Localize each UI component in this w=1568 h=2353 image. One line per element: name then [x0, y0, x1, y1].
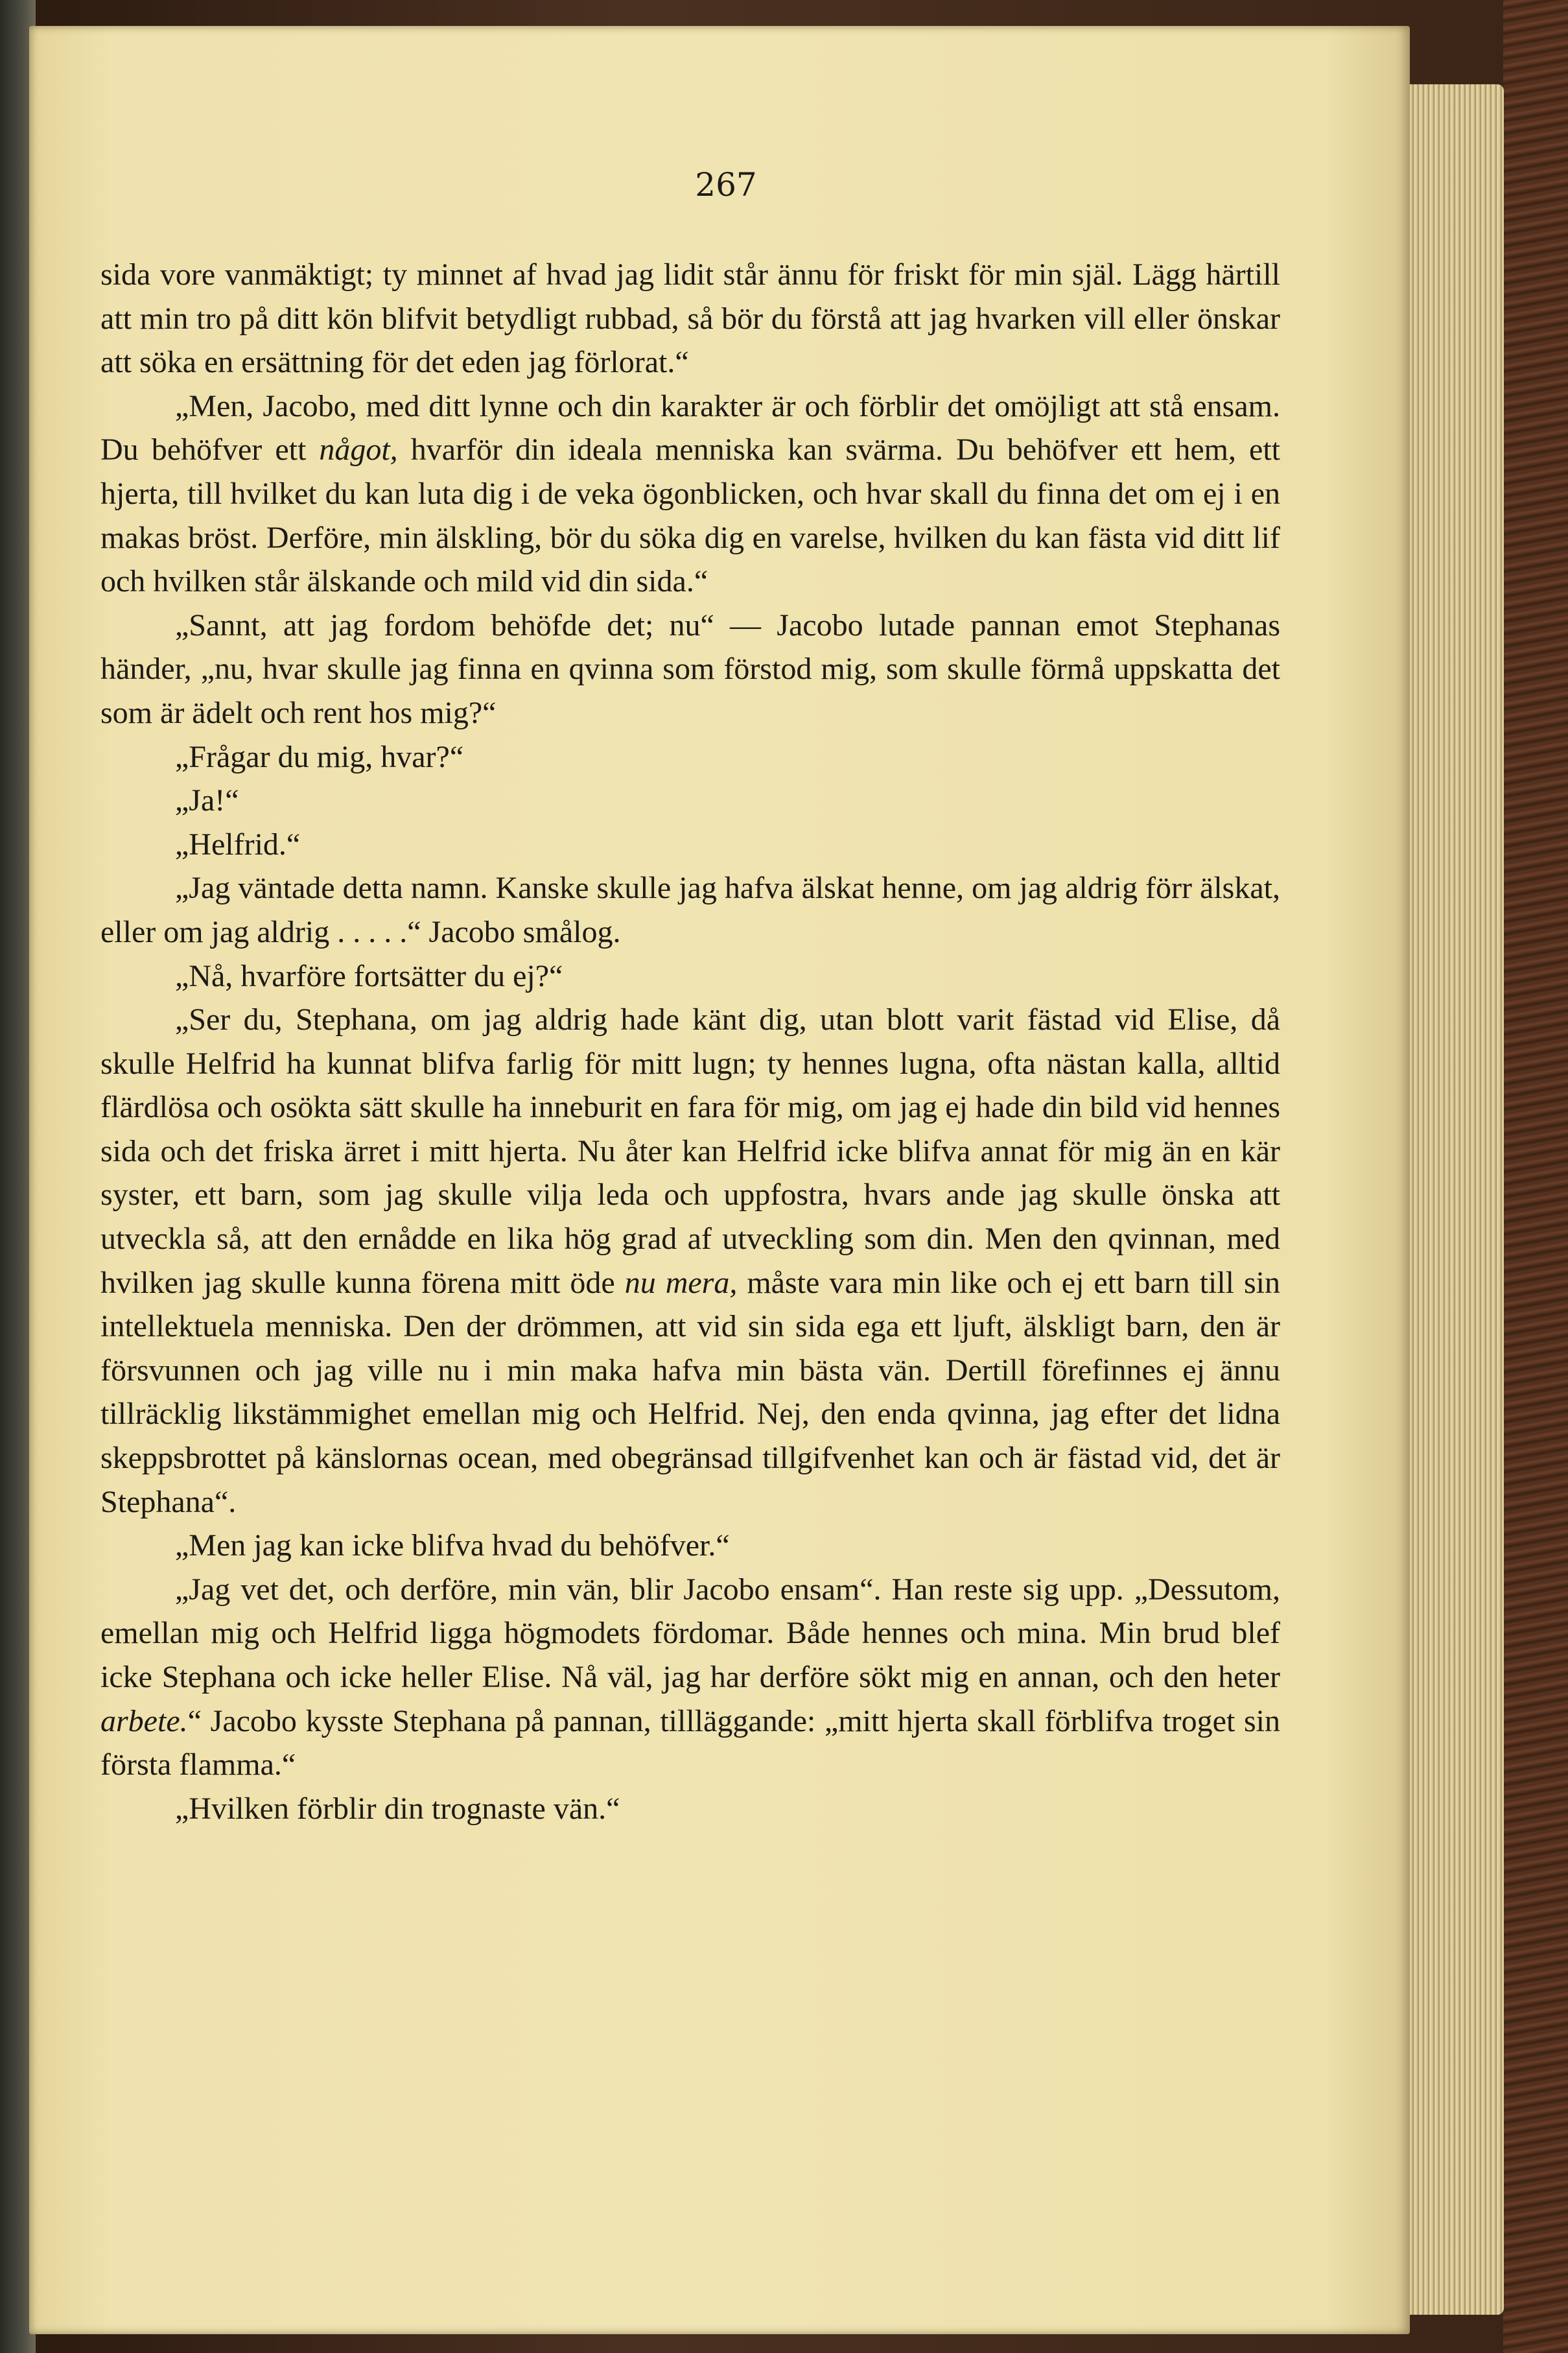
text-segment: „Sannt, att jag fordom behöfde det; nu“ — Jacobo lutade pannan emot Stephanas händer, „nu, hvar skulle jag finna en qvinna som förstod mig, som skulle förmå uppskatta det som är ädelt och rent hos mig?“ [100, 608, 1280, 730]
text-segment: „Frågar du mig, hvar?“ [175, 739, 464, 774]
paragraph [100, 998, 1280, 1524]
text-segment: „Men, Jacobo, med ditt lynne och din karakter är och förblir det omöjligt att stå ensam. Du behöfver ett [100, 388, 1280, 467]
text-segment: „Nå, hvarföre fortsätter du ej?“ [175, 958, 563, 993]
text-segment: “ Jacobo kysste Stephana på pannan, tillläggande: „mitt hjerta skall förblifva troget sin första flamma.“ [100, 1703, 1280, 1782]
text-segment: „Ser du, Stephana, om jag aldrig hade känt dig, utan blott varit fästad vid Elise, då skulle Helfrid ha kunnat blifva farlig för mitt lugn; ty hennes lugna, ofta nästan kalla, alltid flärdlösa och osökta sätt skulle ha inneburit en fara för mig, om jag ej hade din bild vid hennes sida och det friska ärret i mitt hjerta. Nu åter kan Helfrid icke blifva annat för mig än en kär syster, ett barn, som jag skulle vilja leda och uppfostra, hvars ande jag skulle önska att utveckla så, att den ernådde en lika hög grad af utveckling som din. Men den qvinnan, med hvilken jag skulle kunna förena mitt öde [100, 1002, 1280, 1300]
italic-text: arbete. [100, 1703, 188, 1738]
paragraph [100, 735, 1280, 779]
text-segment: „Men jag kan icke blifva hvad du behöfver.“ [175, 1528, 730, 1563]
page-number: 267 [695, 166, 757, 204]
body-text [100, 253, 1280, 1830]
text-segment: sida vore vanmäktigt; ty minnet af hvad jag lidit står ännu för friskt för min själ. Lägg härtill att min tro på ditt kön blifvit betydligt rubbad, så bör du förstå att jag hvarken vill eller önskar att söka en ersättning för det eden jag förlorat.“ [100, 257, 1280, 380]
text-segment: „Jag väntade detta namn. Kanske skulle jag hafva älskat henne, om jag aldrig förr älskat, eller om jag aldrig . . . . .“ Jacobo smålog. [100, 871, 1280, 949]
text-segment: „Hvilken förblir din trognaste vän.“ [175, 1791, 620, 1826]
book-page [29, 26, 1410, 2334]
text-segment: „Jag vet det, och derföre, min vän, blir Jacobo ensam“. Han reste sig upp. „Dessutom, emellan mig och Helfrid ligga högmodets fördomar. Både hennes och mina. Min brud blef icke Stephana och icke heller Elise. Nå väl, jag har derföre sökt mig en annan, och den heter [100, 1572, 1280, 1694]
paragraph [100, 1568, 1280, 1787]
italic-text: nu mera, [624, 1265, 738, 1300]
paragraph [100, 866, 1280, 954]
paragraph [100, 1524, 1280, 1568]
text-segment: „Ja!“ [175, 783, 239, 818]
paragraph [100, 823, 1280, 867]
paragraph [100, 604, 1280, 735]
paragraph [100, 954, 1280, 999]
text-segment: måste vara min like och ej ett barn till sin intellektuela menniska. Den der drömmen, att vid sin sida ega ett ljuft, älskligt barn, den är försvunnen och jag ville nu i min maka hafva min bästa vän. Dertill förefinnes ej ännu tillräcklig likstämmighet emellan mig och Helfrid. Nej, den enda qvinna, jag efter det lidna skeppsbrottet på känslornas ocean, med obegränsad tillgifvenhet kan och är fästad vid, det är Stephana“. [100, 1265, 1280, 1519]
page-edges [1394, 84, 1504, 2315]
italic-text: något, [319, 432, 398, 467]
text-segment: hvarför din ideala menniska kan svärma. Du behöfver ett hem, ett hjerta, till hvilket du kan luta dig i de veka ögonblicken, och hvar skall du finna det om ej i en makas bröst. Derföre, min älskling, bör du söka dig en varelse, hvilken du kan fästa vid ditt lif och hvilken står älskande och mild vid din sida.“ [100, 432, 1281, 599]
paragraph [100, 253, 1280, 384]
paragraph [100, 384, 1280, 604]
leather-cover [1503, 0, 1568, 2353]
paragraph [100, 1787, 1280, 1831]
text-segment: „Helfrid.“ [175, 827, 301, 862]
paragraph [100, 779, 1280, 823]
